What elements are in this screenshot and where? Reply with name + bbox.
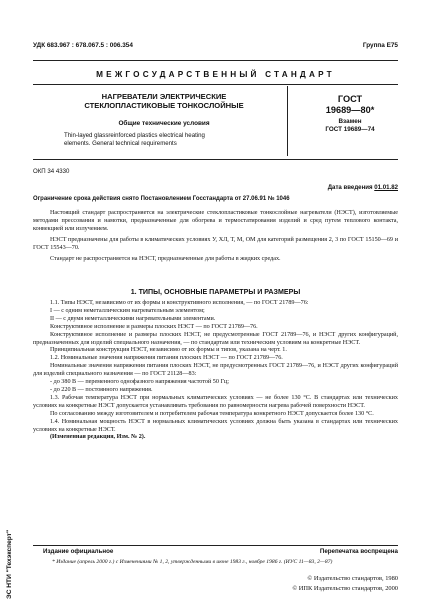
title-rule [33,159,398,160]
intro-paragraph: Настоящий стандарт распространяется на электрические стеклопластиковые тонкослойные нагреватели (НЭСТ), изготовляемые методами прессования и намотки, предназначенные для обогрева и термостатирования изделий и сред путем теплового контакта, конвекцией или излучением. [33,210,398,232]
okp-code: ОКП 34 4330 [33,168,70,175]
footer-rule [33,545,398,546]
section-paragraph: 1.2. Номинальные значения напряжения питания плоских НЭСТ — по ГОСТ 21789—76. [50,355,283,362]
section-paragraph: II — с двумя неметаллическими нагревательными элементами. [50,315,216,322]
gost-number: 19689—80* [325,105,375,115]
section-paragraph: - до 220 В — постоянного напряжения. [50,386,153,393]
title-divider [287,86,288,156]
gost-label: ГОСТ [337,94,363,104]
edition-label: Издание официальное [43,548,114,555]
section1-text [33,300,398,442]
title-ru-line1: НАГРЕВАТЕЛИ ЭЛЕКТРИЧЕСКИЕ [101,92,227,101]
section-paragraph: Конструктивное исполнение и размеры плоских НЭСТ — по ГОСТ 21789—76. [50,323,258,330]
standard-label: МЕЖГОСУДАРСТВЕННЫЙ СТАНДАРТ [96,70,335,79]
section-paragraph: Номинальные значения напряжения питания плоских НЭСТ, не предусмотренных ГОСТ 21789—76, и НЭСТ других конфигураций для изделий специального назначения — по ГОСТ 21128—83: [33,363,398,378]
section-paragraph: 1.3. Рабочая температура НЭСТ при нормальных климатических условиях — не более 130 °С. В стандартах или технических условиях на конкретные НЭСТ допускается устанавливать требования по равномерности нагрева рабочей поверхности НЭСТ. [33,394,398,409]
udc-code: УДК 683.967 : 678.067.5 : 006.354 [33,42,133,49]
side-stamp [6,520,20,606]
footnote [52,559,402,565]
section-paragraph: По согласованию между изготовителем и потребителем рабочая температура конкретного НЭСТ допускается более 130 °С. [50,410,374,417]
group-code: Группа Е75 [362,42,398,49]
section-heading: 1. ТИПЫ, ОСНОВНЫЕ ПАРАМЕТРЫ И РАЗМЕРЫ [130,288,301,296]
gost-instead: Взамен [338,118,362,125]
intro-paragraph: Стандарт не распространяется на НЭСТ, предназначенные для работы в жидких средах. [50,255,281,262]
title-ru-line2: СТЕКЛОПЛАСТИКОВЫЕ ТОНКОСЛОЙНЫЕ [84,101,244,110]
intro-date-label: Дата введения [327,184,373,191]
section-paragraph: Принципиальная конструкция НЭСТ, независимо от их формы и типов, указана на черт. 1. [50,347,287,354]
section-paragraph: 1.4. Номинальная мощность НЭСТ в нормальных климатических условиях должна быть указана в стандартах или технических условиях на конкретные НЭСТ. [33,418,398,433]
title-en-line2: elements. General technical requirements [64,140,177,147]
restriction-note: Ограничение срока действия снято Постановлением Госстандарта от 27.06.91 № 1046 [33,196,290,202]
title-ru [64,92,264,110]
intro-date-value: 01.01.82 [374,184,398,191]
title-en [64,132,274,148]
gost-replaces: ГОСТ 19689—74 [325,126,375,133]
copyright-1: © Издательство стандартов, 1980 [307,575,398,582]
title-en-line1: Thin-layed glassreinforced plastics electrical heating [64,132,205,139]
section-paragraph: 1.1. Типы НЭСТ, независимо от их формы и конструктивного исполнения, — по ГОСТ 21789—76: [50,300,309,306]
section-paragraph: I — с одним неметаллическим нагревательным элементом; [50,307,205,314]
subtitle-ru: Общие технические условия [118,120,210,127]
section-paragraph: Конструктивное исполнение и размеры плоских НЭСТ, не предусмотренные ГОСТ 21789—76, и НЭСТ других конфигураций, предназначенных для изделий специального назначения, — по стандартам или техническим условиям на конкретные НЭСТ. [33,331,398,346]
intro-paragraph: НЭСТ предназначены для работы в климатических условиях У, ХЛ, Т, М, ОМ для категорий размещения 2, 3 по ГОСТ 15150—69 и ГОСТ 15543—70. [33,236,398,251]
intro-text [33,210,398,263]
section-paragraph: - до 380 В — переменного однофазного напряжения частотой 50 Гц; [50,379,230,386]
gost-block [300,94,400,134]
amendment-note: (Измененная редакция, Изм. № 2). [50,434,146,441]
reprint-label: Перепечатка воспрещена [319,548,398,555]
top-rule [33,60,398,61]
copyright-2: © ИПК Издательство стандартов, 2000 [292,585,398,592]
header-rule [33,84,398,85]
footnote-text: * Издание (апрель 2000 г.) с Изменениями № 1, 2, утвержденными в июне 1983 г., ноябре 1986 г. (ИУС 11—83, 2—87) [52,559,333,565]
intro-date [328,184,398,191]
side-stamp-text: ЭС НТИ "Техэксперт" [6,529,13,599]
